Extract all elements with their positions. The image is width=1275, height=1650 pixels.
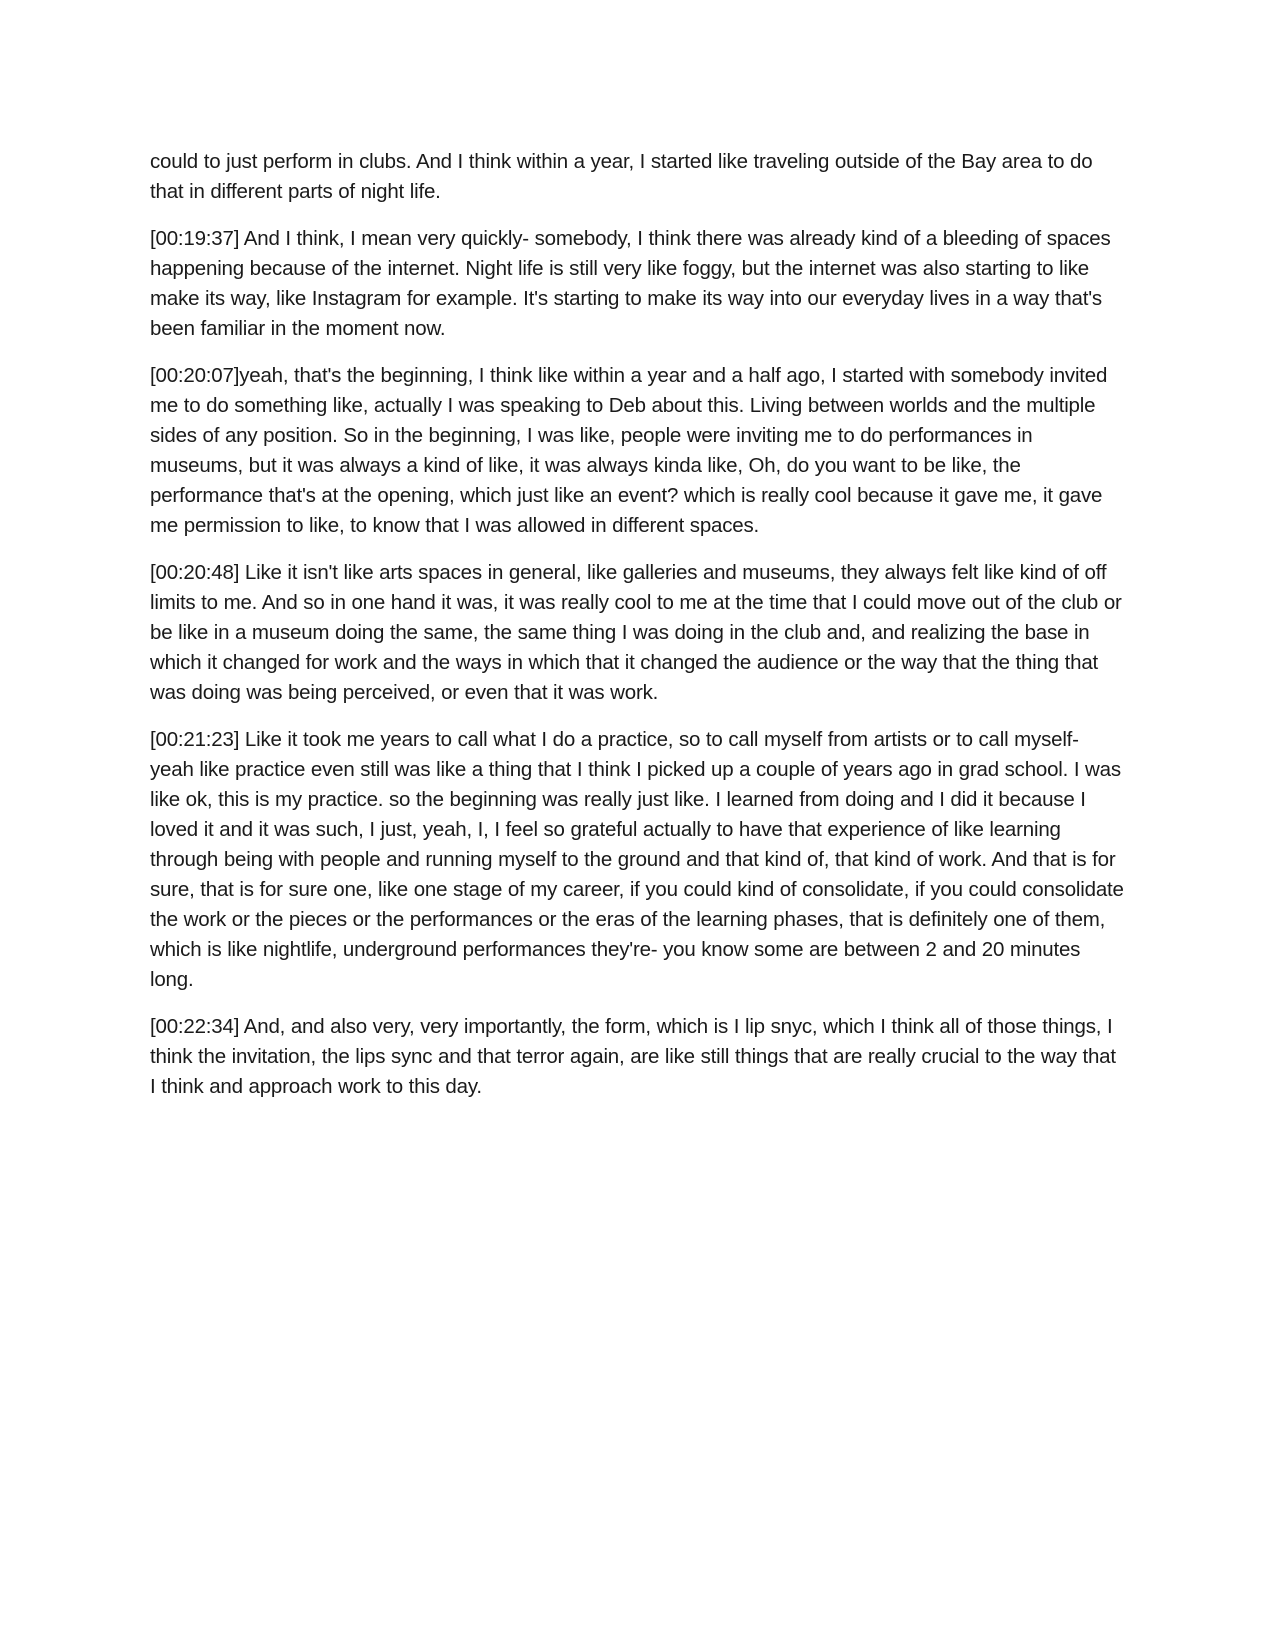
paragraph-text: Like it took me years to call what I do a practice, so to call myself from artists or to call myself- yeah like practice even still was like a thing that I think I picked up a couple of years ago in grad school. I was like ok, this is my practice. so the beginning was really just like. I learned from doing and I did it because I loved it and it was such, I just, yeah, I, I feel so grateful actually to have that experience of like learning through being with people and running myself to the ground and that kind of, that kind of work. And that is for sure, that is for sure one, like one stage of my career, if you could kind of consolidate, if you could consolidate the work or the pieces or the performances or the eras of the learning phases, that is definitely one of them, which is like nightlife, underground performances they're- you know some are between 2 and 20 minutes long.: [150, 728, 1130, 991]
timestamp: [00:20:48]: [150, 561, 240, 584]
paragraph-text: could to just perform in clubs. And I think within a year, I started like traveling outside of the Bay area to do that in different parts of night life.: [150, 150, 1099, 203]
transcript-paragraph: [150, 1012, 1125, 1102]
paragraph-text: yeah, that's the beginning, I think like within a year and a half ago, I started with somebody invited me to do something like, actually I was speaking to Deb about this. Living between worlds and the multiple sides of any position. So in the beginning, I was like, people were inviting me to do performances in museums, but it was always a kind of like, it was always kinda like, Oh, do you want to be like, the performance that's at the opening, which just like an event? which is really cool because it gave me, it gave me permission to like, to know that I was allowed in different spaces.: [150, 364, 1113, 537]
transcript-paragraph: [150, 361, 1125, 541]
paragraph-text: And I think, I mean very quickly- somebody, I think there was already kind of a bleeding of spaces happening because of the internet. Night life is still very like foggy, but the internet was also starting to like make its way, like Instagram for example. It's starting to make its way into our everyday lives in a way that's been familiar in the moment now.: [150, 227, 1117, 340]
timestamp: [00:21:23]: [150, 728, 240, 751]
transcript-paragraph: [150, 558, 1128, 708]
paragraph-text: And, and also very, very importantly, the form, which is I lip snyc, which I think all of those things, I think the invitation, the lips sync and that terror again, are like still things that are really crucial to the way that I think and approach work to this day.: [150, 1015, 1122, 1098]
timestamp: [00:20:07]: [150, 364, 240, 387]
transcript-paragraph: [150, 224, 1125, 344]
transcript-paragraph: [150, 725, 1130, 995]
transcript-text-block: [150, 147, 1130, 1102]
timestamp: [00:22:34]: [150, 1015, 240, 1038]
paragraph-text: Like it isn't like arts spaces in general, like galleries and museums, they always felt like kind of off limits to me. And so in one hand it was, it was really cool to me at the time that I could move out of the club or be like in a museum doing the same, the same thing I was doing in the club and, and realizing the base in which it changed for work and the ways in which that it changed the audience or the way that the thing that was doing was being perceived, or even that it was work.: [150, 561, 1128, 704]
timestamp: [00:19:37]: [150, 227, 240, 250]
transcript-paragraph: [150, 147, 1125, 207]
